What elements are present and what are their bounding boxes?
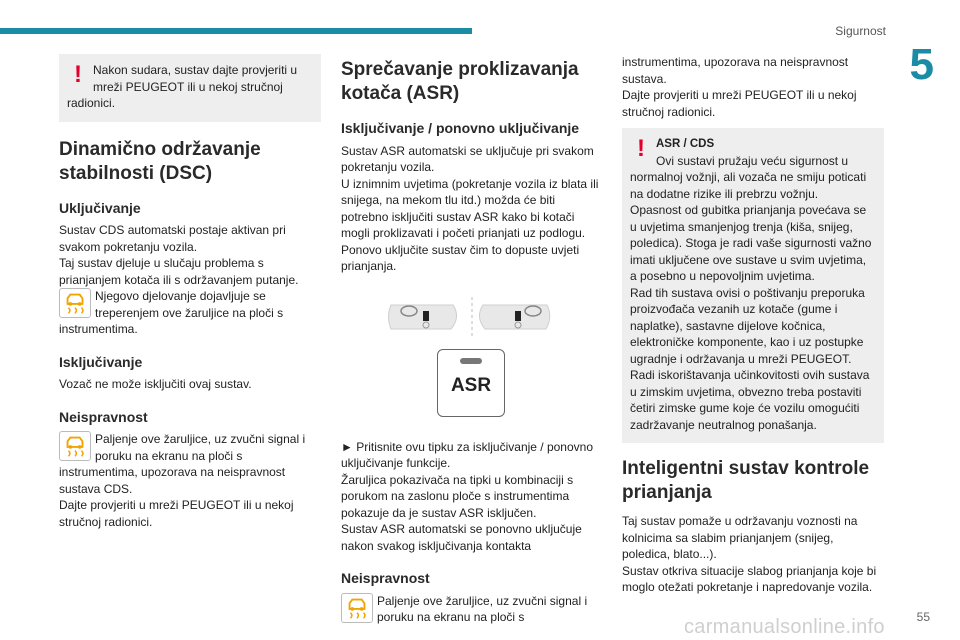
section-title-asr: Sprečavanje proklizavanja kotača (ASR) xyxy=(341,59,579,104)
heading-neispravnost: Neispravnost xyxy=(59,408,148,425)
traction-lamp-icon xyxy=(59,431,91,461)
paragraph: instrumentima, upozorava na neispravnost sustava. xyxy=(622,55,849,86)
column-3 xyxy=(622,54,884,596)
column-2 xyxy=(341,54,603,626)
warning-text: Ovi sustavi pružaju veću sigurnost u normalnoj vožnji, ali vozača ne smiju poticati na dodatne rizike ili prebrzu vožnju. xyxy=(630,153,867,201)
paragraph: ► Pritisnite ovu tipku za isključivanje / ponovno uključivanje funkcije. xyxy=(341,439,593,470)
paragraph: Sustav ASR automatski se uključuje pri svakom pokretanju vozila. xyxy=(341,143,594,174)
warning-text: Rad tih sustava ovisi o poštivanju preporuka proizvođača vezanih uz kotače (gume i naplatke), sastavne dijelove kočnica, elektroničke komponente, kao i uz postupke ugradnje i održavanja u mreži PEUGEOT. xyxy=(630,285,865,366)
paragraph: Taj sustav pomaže u održavanju voznosti na kolnicima sa slabim prianjanjem (snijeg, poledica, blato...). xyxy=(622,514,858,561)
asr-indicator-led xyxy=(460,358,482,364)
lamp-row xyxy=(59,431,321,497)
warning-text: Opasnost od gubitka prianjanja povećava se u uvjetima smanjenjog trenja (kiša, snijeg, poledica). Stoga je radi vaše sigurnosti važno imati uključene ove sustave u svim uvjetima, a posebno u nepovoljnim uvjetima. xyxy=(630,203,872,283)
traction-lamp-icon xyxy=(341,593,373,623)
paragraph: U iznimnim uvjetima (pokretanje vozila iz blata ili snijega, na mekom tlu itd.) možda će biti potrebno isključiti sustav ASR kako bi kotači mogli proklizavati i početi prianjati uz podlogu. xyxy=(341,176,599,240)
header-accent-bar xyxy=(0,28,472,34)
warning-title: ASR / CDS xyxy=(656,138,715,150)
section-name: Sigurnost xyxy=(835,24,886,38)
heading-ukljucivanje: Uključivanje xyxy=(59,199,141,216)
heading-iskljucivanje-ukljucivanje: Isključivanje / ponovno uključivanje xyxy=(341,120,580,136)
warning-box xyxy=(59,54,321,122)
traction-lamp-icon xyxy=(59,288,91,318)
asr-button-label: ASR xyxy=(450,374,492,396)
dashboard-switch-panel-illustration xyxy=(341,289,603,349)
asr-diagram xyxy=(341,289,603,429)
lamp-row xyxy=(341,593,603,626)
paragraph: Dajte provjeriti u mreži PEUGEOT ili u nekoj stručnoj radionici. xyxy=(622,88,857,119)
paragraph: Njegovo djelovanje dojavljuje se treperenjem ove žaruljice na ploči s instrumentima. xyxy=(59,289,284,336)
heading-iskljucivanje: Isključivanje xyxy=(59,353,143,370)
paragraph: Paljenje ove žaruljice, uz zvučni signal i poruku na ekranu na ploči s instrumentima, upozorava na neispravnost sustava CDS. xyxy=(59,432,306,496)
paragraph: Vozač ne može isključiti ovaj sustav. xyxy=(59,377,252,391)
chapter-number: 5 xyxy=(909,40,934,89)
warning-text: Radi iskorištavanja učinkovitosti ovih sustava u zimskim uvjetima, obvezno treba postaviti četiri zimske gume koje će vozilu omogućiti zadržavanje neutralnog ponašanja. xyxy=(630,368,870,432)
heading-neispravnost: Neispravnost xyxy=(341,570,430,586)
lamp-row xyxy=(59,288,321,338)
paragraph: Sustav CDS automatski postaje aktivan pri svakom pokretanju vozila. xyxy=(59,223,286,254)
section-title-dsc: Dinamično održavanje stabilnosti (DSC) xyxy=(59,138,261,184)
warning-exclamation-icon: ! xyxy=(637,135,645,162)
column-1 xyxy=(59,54,321,530)
section-title-traction-control: Inteligentni sustav kontrole prianjanja xyxy=(622,458,870,503)
asr-button xyxy=(437,349,505,417)
paragraph: Sustav otkriva situacije slabog prianjanja koje bi moglo otežati pokretanje i napredovanje vozila. xyxy=(622,563,877,594)
paragraph: Taj sustav djeluje u slučaju problema s prianjanjem kotača ili s održavanjem putanje. xyxy=(59,256,299,287)
watermark: carmanualsonline.info xyxy=(684,616,885,638)
paragraph: Sustav ASR automatski se ponovno uključuje nakon svakog isključivanja kontakta xyxy=(341,522,582,553)
page-number: 55 xyxy=(916,610,930,624)
paragraph: Paljenje ove žaruljice, uz zvučni signal i poruku na ekranu na ploči s xyxy=(377,593,588,624)
warning-exclamation-icon: ! xyxy=(74,61,82,88)
paragraph: Ponovo uključite sustav čim to dopuste uvjeti prianjanja. xyxy=(341,242,580,273)
warning-box xyxy=(622,128,884,443)
paragraph: Dajte provjeriti u mreži PEUGEOT ili u nekoj stručnoj radionici. xyxy=(59,498,294,529)
warning-text: Nakon sudara, sustav dajte provjeriti u mreži PEUGEOT ili u nekoj stručnoj radionici. xyxy=(67,63,298,110)
paragraph: Žaruljica pokazivača na tipki u kombinaciji s porukom na zaslonu ploče s instrumentima pokazuje da je sustav ASR isključen. xyxy=(341,472,574,520)
